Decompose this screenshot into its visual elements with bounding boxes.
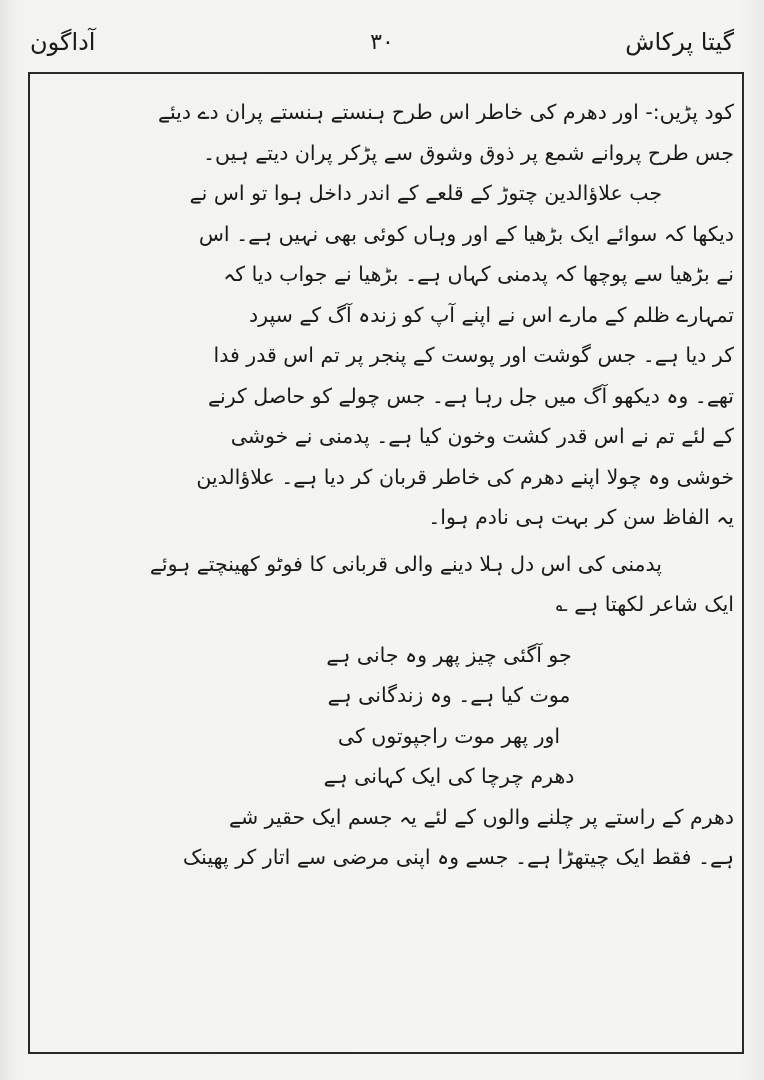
text-line: یہ الفاظ سن کر بہت ہی نادم ہوا۔ (428, 505, 734, 529)
text-line: پدمنی کی اس دل ہلا دینے والی قربانی کا فوٹو کھینچتے ہوئے (149, 551, 662, 576)
verse-line: موت کیا ہے۔ وہ زندگانی ہے (327, 683, 571, 707)
paragraph-3 (44, 544, 734, 625)
book-title: گیتا پرکاش (625, 28, 734, 56)
paragraph-1 (44, 92, 734, 173)
text-line: تمہارے ظلم کے مارے اس نے اپنے آپ کو زندہ آگ کے سپرد (249, 302, 734, 327)
text-line: کود پڑیں:- اور دھرم کی خاطر اس طرح ہنستے ہنستے پران دے دیئے (157, 100, 734, 124)
text-line: جس طرح پروانے شمع پر ذوق وشوق سے پڑکر پران دیتے ہیں۔ (202, 140, 734, 165)
text-line: تھے۔ وہ دیکھو آگ میں جل رہا ہے۔ جس چولے کو حاصل کرنے (207, 383, 734, 408)
paragraph-4 (44, 797, 734, 878)
paragraph-2 (44, 173, 734, 538)
poem-verse (44, 635, 734, 797)
text-line: خوشی وہ چولا اپنے دھرم کی خاطر قربان کر دیا ہے۔ علاؤالدین (196, 464, 734, 489)
text-line: جب علاؤالدین چتوڑ کے قلعے کے اندر داخل ہوا تو اس نے (189, 181, 662, 205)
text-line: دھرم کے راستے پر چلنے والوں کے لئے یہ جسم ایک حقیر شے (228, 804, 734, 829)
text-line: ہے۔ فقط ایک چیتھڑا ہے۔ جسے وہ اپنی مرضی سے اتار کر پھینک (182, 845, 734, 869)
page-number: ۳۰ (370, 30, 394, 55)
verse-line: جو آگئی چیز پھر وہ جانی ہے (326, 642, 572, 667)
chapter-title: آداگون (30, 28, 96, 56)
text-line: کے لئے تم نے اس قدر کشت وخون کیا ہے۔ پدمنی نے خوشی (230, 424, 734, 448)
text-line: نے بڑھیا سے پوچھا کہ پدمنی کہاں ہے۔ بڑھیا نے جواب دیا کہ (223, 262, 734, 286)
verse-line: اور پھر موت راجپوتوں کی (337, 723, 561, 748)
page-header (30, 18, 734, 68)
text-line: کر دیا ہے۔ جس گوشت اور پوست کے پنجر پر تم اس قدر فدا (213, 343, 734, 367)
verse-line: دھرم چرچا کی ایک کہانی ہے (323, 764, 575, 788)
page-body (44, 92, 734, 878)
text-line: دیکھا کہ سوائے ایک بڑھیا کے اور وہاں کوئی بھی نہیں ہے۔ اس (198, 221, 734, 246)
text-line: ایک شاعر لکھتا ہے ؎ (555, 592, 734, 616)
